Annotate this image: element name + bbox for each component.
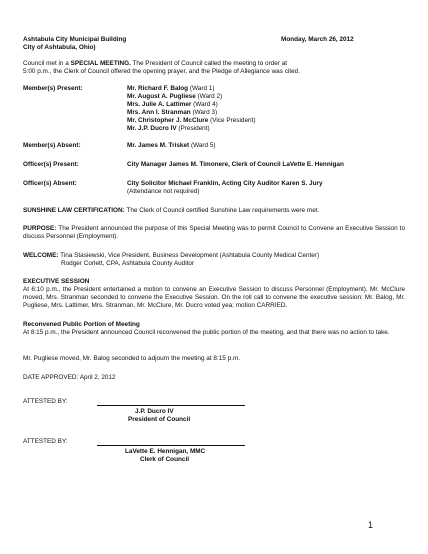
officers-absent-text: City Solicitor Michael Franklin, Acting City Auditor Karen S. Jury (127, 180, 323, 187)
member-name: Mr. J.P. Ducro IV (127, 125, 177, 132)
attest-label: ATTESTED BY: (23, 438, 68, 445)
member-detail: (Ward 1) (188, 85, 215, 92)
attest-title: President of Council (128, 416, 191, 423)
intro-post: The President of Council called the meeting to order at (130, 60, 288, 67)
officers-absent-label: Officer(s) Absent: (23, 180, 77, 187)
member-item (127, 93, 222, 101)
member-detail: (President) (176, 125, 210, 132)
sunshine-line (23, 207, 319, 215)
signature-line (97, 405, 245, 406)
members-absent-label: Member(s) Absent: (23, 142, 81, 149)
officers-present-text: City Manager James M. Timonere, Clerk of Council LaVette E. Hennigan (127, 161, 344, 168)
member-name: Mrs. Julie A. Lattimer (127, 101, 192, 108)
intro-line-2: 5:00 p.m., the Clerk of Council offered the opening prayer, and the Pledge of Allegiance was cited. (23, 68, 300, 75)
absent-member-name: Mr. James M. Trisket (127, 142, 190, 149)
members-present-label: Member(s) Present: (23, 85, 83, 92)
header-city: City of Ashtabula, Ohio) (23, 44, 96, 51)
officers-absent-note: (Attendance not required) (127, 188, 200, 195)
member-name: Mr. Christopher J. McClure (127, 117, 209, 124)
signature-line (97, 445, 245, 446)
member-item (127, 117, 255, 125)
welcome-label: WELCOME: (23, 252, 59, 259)
reconvened-heading: Reconvened Public Portion of Meeting (23, 321, 140, 328)
purpose-paragraph (23, 225, 405, 241)
executive-heading: EXECUTIVE SESSION (23, 278, 90, 285)
member-item (127, 109, 217, 117)
attest-label: ATTESTED BY: (23, 398, 68, 405)
member-item (127, 125, 210, 133)
member-detail: (Ward 4) (191, 101, 218, 108)
member-item (127, 85, 214, 93)
sunshine-text: The Clerk of Council certified Sunshine Law requirements were met. (124, 207, 320, 214)
absent-member-detail: (Ward 5) (189, 142, 216, 149)
welcome-guest-1: Tina Stasiewski, Vice President, Business Development (Ashtabula County Medical Center) (58, 252, 320, 259)
executive-paragraph: At 6:10 p.m., the President entertained a motion to convene an Executive Session to discuss Personnel (Employment). Mr. McClure moved, Mrs. Stranman seconded to convene the Executive Session. On the roll call to convene the executive session: Mr. Balog, Mr. Pugliese, Mrs. Lattimer, Mrs. Stranman, Mr. McClure, Mr. Ducro voted yea; motion CARRIED. (23, 286, 405, 310)
intro-line-1 (23, 60, 287, 68)
member-name: Mrs. Ann I. Stranman (127, 109, 191, 116)
member-detail: (Vice President) (208, 117, 256, 124)
sunshine-label: SUNSHINE LAW CERTIFICATION: (23, 207, 125, 214)
member-name: Mr. August A. Pugliese (127, 93, 196, 100)
adjourn-text: Mr. Pugliese moved, Mr. Balog seconded to adjourn the meeting at 8:15 p.m. (23, 355, 241, 362)
date-approved: DATE APPROVED: April 2, 2012 (23, 374, 116, 381)
page-number: 1 (368, 520, 374, 530)
intro-pre: Council met in a (23, 60, 71, 67)
purpose-text: The President announced the purpose of this Special Meeting was to permit Council to Convene an Executive Session to discuss Personnel (Employment). (23, 225, 405, 241)
absent-member (127, 142, 216, 150)
attest-title: Clerk of Council (140, 456, 190, 463)
welcome-guest-2: Rodger Corlett, CPA, Ashtabula County Auditor (61, 260, 195, 267)
attest-name: LaVette E. Hennigan, MMC (125, 448, 206, 455)
welcome-line-1 (23, 252, 319, 260)
attest-name: J.P. Ducro IV (135, 408, 174, 415)
header-date: Monday, March 26, 2012 (281, 36, 354, 43)
header-building: Ashtabula City Municipal Building (23, 36, 127, 43)
intro-meeting-type: SPECIAL MEETING. (70, 60, 131, 67)
reconvened-paragraph: At 8:15 p.m., the President announced Council reconvened the public portion of the meeting, and that there was no action to take. (23, 329, 390, 336)
member-item (127, 101, 218, 109)
member-detail: (Ward 3) (190, 109, 218, 116)
purpose-label: PURPOSE: (23, 225, 57, 232)
member-detail: (Ward 2) (195, 93, 223, 100)
member-name: Mr. Richard F. Balog (127, 85, 189, 92)
officers-present-label: Officer(s) Present: (23, 161, 79, 168)
